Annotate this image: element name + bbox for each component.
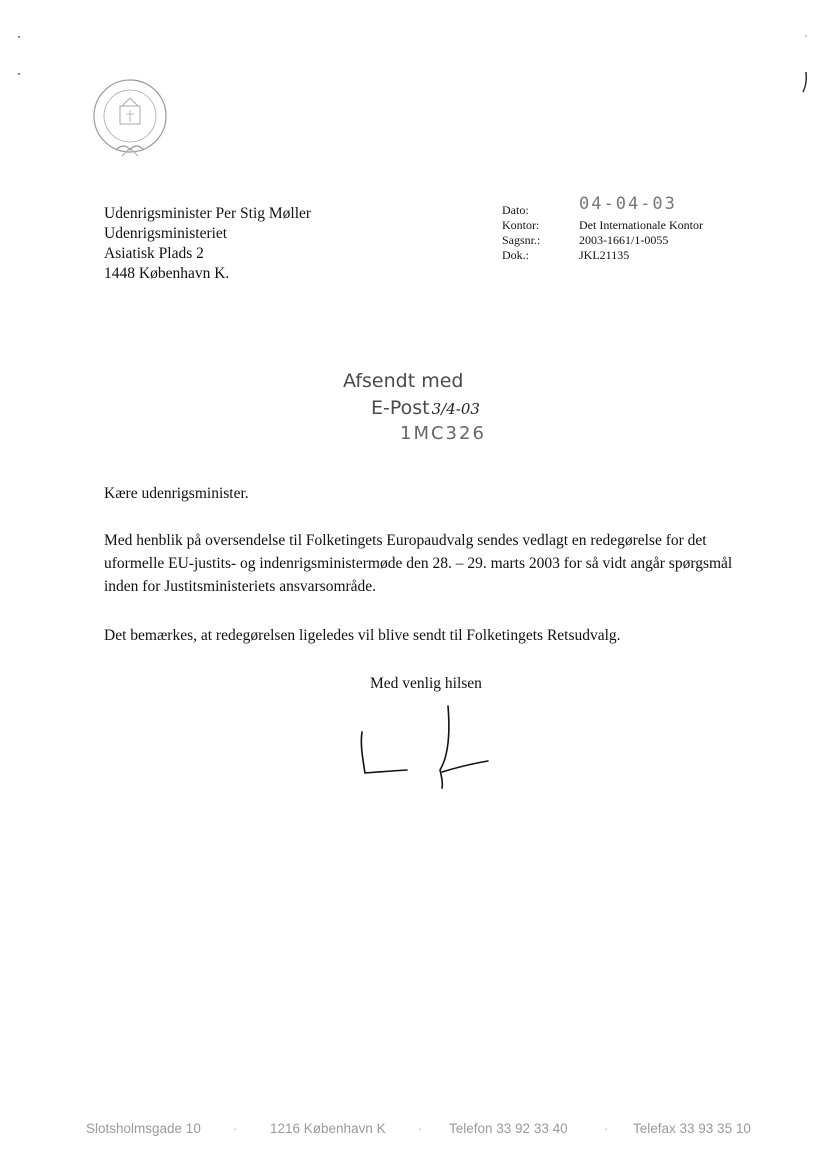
scan-speck — [18, 73, 20, 75]
paragraph-2: Det bemærkes, at redegørelsen ligeledes vil blive sendt til Folketingets Retsudvalg. — [104, 627, 621, 644]
ministry-seal-icon — [86, 76, 176, 166]
recipient-name: Udenrigsminister Per Stig Møller — [104, 205, 312, 222]
case-value: 2003-1661/1-0055 — [579, 233, 669, 247]
office-value: Det Internationale Kontor — [579, 218, 703, 232]
footer-city: 1216 København K — [270, 1121, 386, 1136]
office-label: Kontor: — [502, 218, 540, 232]
recipient-ministry: Udenrigsministeriet — [104, 225, 228, 242]
case-label: Sagsnr.: — [502, 233, 541, 247]
scan-speck — [18, 36, 20, 38]
sent-stamp-epost: E-Post — [371, 397, 430, 419]
footer-fax: Telefax 33 93 35 10 — [633, 1121, 751, 1136]
footer-separator-2: · — [418, 1121, 423, 1136]
closing: Med venlig hilsen — [370, 675, 482, 692]
date-label: Dato: — [502, 203, 529, 217]
sent-stamp-line2 — [371, 397, 480, 419]
sent-stamp-number: 1MC326 — [400, 423, 486, 444]
doc-value: JKL21135 — [579, 248, 630, 262]
footer-separator-3: · — [604, 1121, 609, 1136]
recipient-address — [104, 204, 311, 284]
sent-stamp-line1: Afsendt med — [343, 370, 464, 392]
paragraph-1: Med henblik på oversendelse til Folketingets Europaudvalg sendes vedlagt en redegørelse for det uformelle EU-justits- og indenrigsministermøde den 28. – 29. marts 2003 for så vidt angår spørgsmål inden for Justitsministeriets ansvarsområde. — [104, 532, 733, 595]
signature — [350, 700, 500, 795]
footer-phone: Telefon 33 92 33 40 — [449, 1121, 568, 1136]
greeting: Kære udenrigsminister. — [104, 485, 249, 502]
footer-separator-1: · — [233, 1121, 238, 1136]
recipient-street: Asiatisk Plads 2 — [104, 245, 204, 262]
scan-mark — [798, 30, 812, 100]
footer-street: Slotsholmsgade 10 — [86, 1121, 201, 1136]
doc-label: Dok.: — [502, 248, 529, 262]
sent-stamp-date: 3/4-03 — [431, 400, 480, 418]
recipient-city: 1448 København K. — [104, 265, 230, 282]
date-value: 04-04-03 — [579, 194, 677, 214]
